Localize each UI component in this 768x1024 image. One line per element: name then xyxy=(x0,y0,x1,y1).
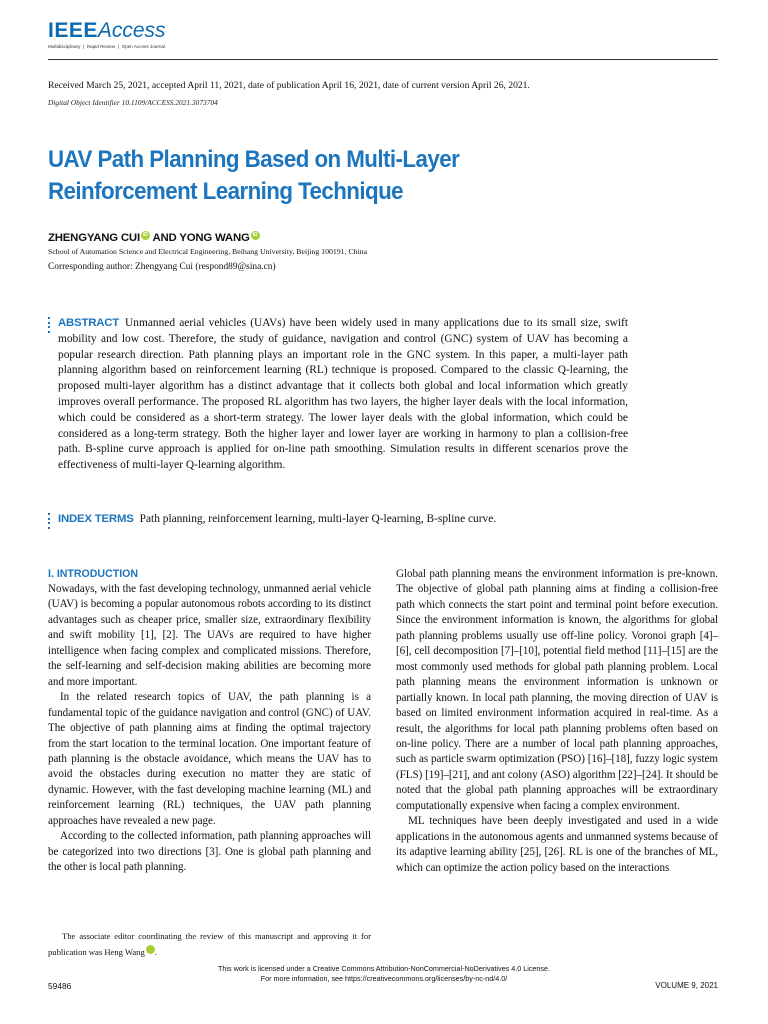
volume-info: VOLUME 9, 2021 xyxy=(655,981,718,990)
orcid-icon[interactable]: iD xyxy=(141,231,150,240)
abstract-dots-icon xyxy=(48,317,52,335)
paragraph: Nowadays, with the fast developing technology, unmanned aerial vehicle (UAV) is becoming a popular autonomous robots according to its distinct advantages such as cheaper price, smaller size, extraordinary flexibility and swift mobility [1], [2]. The UAVs are required to have higher intelligence when facing complex and complicated missions. Therefore, the self-learning and self-decision making abilities are becoming more and more important. xyxy=(48,583,371,688)
paragraph: In the related research topics of UAV, the path planning is a fundamental topic of the guidance navigation and control (GNC) of UAV. The objective of path planning aims at finding the optimal trajectory from the start location to the terminal location. One important feature of path planning is the obstacle avoidance, which means the UAV has to avoid the obstacles during execution no matter they are static of dynamic. However, with the fast developing machine learning (ML) and reinforcement learning (RL) techniques, the UAV path planning approaches have revealed a new page. xyxy=(48,691,371,827)
header-divider xyxy=(48,59,718,60)
received-dates: Received March 25, 2021, accepted April 11, 2021, date of publication April 16, 2021, date of current version April 26, 2021. xyxy=(48,80,530,91)
journal-logo xyxy=(48,20,166,50)
license-link[interactable]: For more information, see https://creativecommons.org/licenses/by-nc-nd/4.0/ xyxy=(260,974,508,983)
paper-title: UAV Path Planning Based on Multi-Layer Reinforcement Learning Technique xyxy=(48,146,460,205)
logo-ieee-text: IEEE xyxy=(48,19,98,42)
license-line: This work is licensed under a Creative Commons Attribution-NonCommercial-NoDerivatives 4.0 License. xyxy=(218,964,550,973)
affiliation: School of Automation Science and Electrical Engineering, Beihang University, Beijing 100191, China xyxy=(48,247,368,256)
abstract xyxy=(58,316,628,474)
footnote-text: The associate editor coordinating the review of this manuscript and approving it for publication was Heng Wang xyxy=(48,931,371,957)
author-name: ZHENGYANG CUI xyxy=(48,232,140,244)
page-number: 59486 xyxy=(48,981,72,991)
paragraph: ML techniques have been deeply investigated and used in a wide applications in the autonomous agents and unmanned systems because of its adaptive learning ability [25], [26]. RL is one of the branches of ML, which can optimize the action policy based on the interactions xyxy=(396,815,718,874)
index-terms-dots-icon xyxy=(48,513,52,531)
index-terms-heading: INDEX TERMS xyxy=(58,513,134,525)
author-name: AND YONG WANG xyxy=(152,232,250,244)
orcid-icon[interactable]: iD xyxy=(146,945,155,954)
index-terms xyxy=(58,512,638,528)
paragraph: Global path planning means the environment information is pre-known. The objective of global path planning aims at finding a collision-free path which connects the start point and terminal point before execution. Since the environment information is known, the algorithms for global path planning problems usually use off-line policy. Voronoi graph [4]–[6], cell decomposition [7]–[10], potential field method [11]–[15] are the most commonly used methods for global path planning problem. Local path planning means the environment information is unknown or partially known. In local path planning, the moving direction of UAV is based on limited environment information acquired in real-time. As a result, the algorithms for local path planning problems often based on on-line policy. There are a number of local path planning approaches, such as particle swarm optimization (PSO) [16]–[18], fuzzy logic system (FLS) [19]–[21], and ant colony (ASO) algorithm [22]–[24]. It should be noted that the global path planning approaches will be extraordinary computationally expensive when facing a complex environment. xyxy=(396,568,718,812)
right-column xyxy=(396,567,718,876)
logo-tagline: Multidisciplinary ❘ Rapid Review ❘ Open Access Journal xyxy=(48,44,165,49)
license-notice xyxy=(0,964,768,984)
corresponding-author: Corresponding author: Zhengyang Cui (respond89@sina.cn) xyxy=(48,262,276,272)
abstract-text: Unmanned aerial vehicles (UAVs) have been widely used in many applications due to its small size, swift mobility and low cost. Therefore, the study of guidance, navigation and control (GNC) system of UAV has becoming a popular research direction. Path planning plays an important role in the GNC system. In this paper, a multi-layer path planning algorithm based on reinforcement learning (RL) technique is proposed. Compared to the classic Q-learning, the proposed multi-layer algorithm has a distinct advantage that it collects both global and local information which greatly improves overall performance. The proposed RL algorithm has two layers, the higher layer deals with the local information, which could be considered as a short-term strategy. The lower layer deals with the global information, which could be considered as a long-term strategy. Both the higher layer and lower layer are working in harmony to plan a collision-free path. B-spline curve approach is applied for on-line path smoothing. Simulation results in different scenarios prove the effectiveness of multi-layer Q-learning algorithm. xyxy=(58,317,628,472)
author-list xyxy=(48,231,260,244)
paragraph: According to the collected information, path planning approaches will be categorized into two directions [3]. One is global path planning and the other is local path planning. xyxy=(48,830,371,874)
logo-access-text: Access xyxy=(97,19,166,42)
orcid-icon[interactable]: iD xyxy=(251,231,260,240)
index-terms-text: Path planning, reinforcement learning, multi-layer Q-learning, B-spline curve. xyxy=(139,513,497,525)
doi-line: Digital Object Identifier 10.1109/ACCESS.2021.3073704 xyxy=(48,98,218,107)
editor-footnote: The associate editor coordinating the review of this manuscript and approving it for publication was Heng Wang iD. xyxy=(48,931,371,957)
left-column xyxy=(48,582,371,876)
abstract-heading: ABSTRACT xyxy=(58,317,120,329)
section-heading: I. INTRODUCTION xyxy=(48,568,139,580)
